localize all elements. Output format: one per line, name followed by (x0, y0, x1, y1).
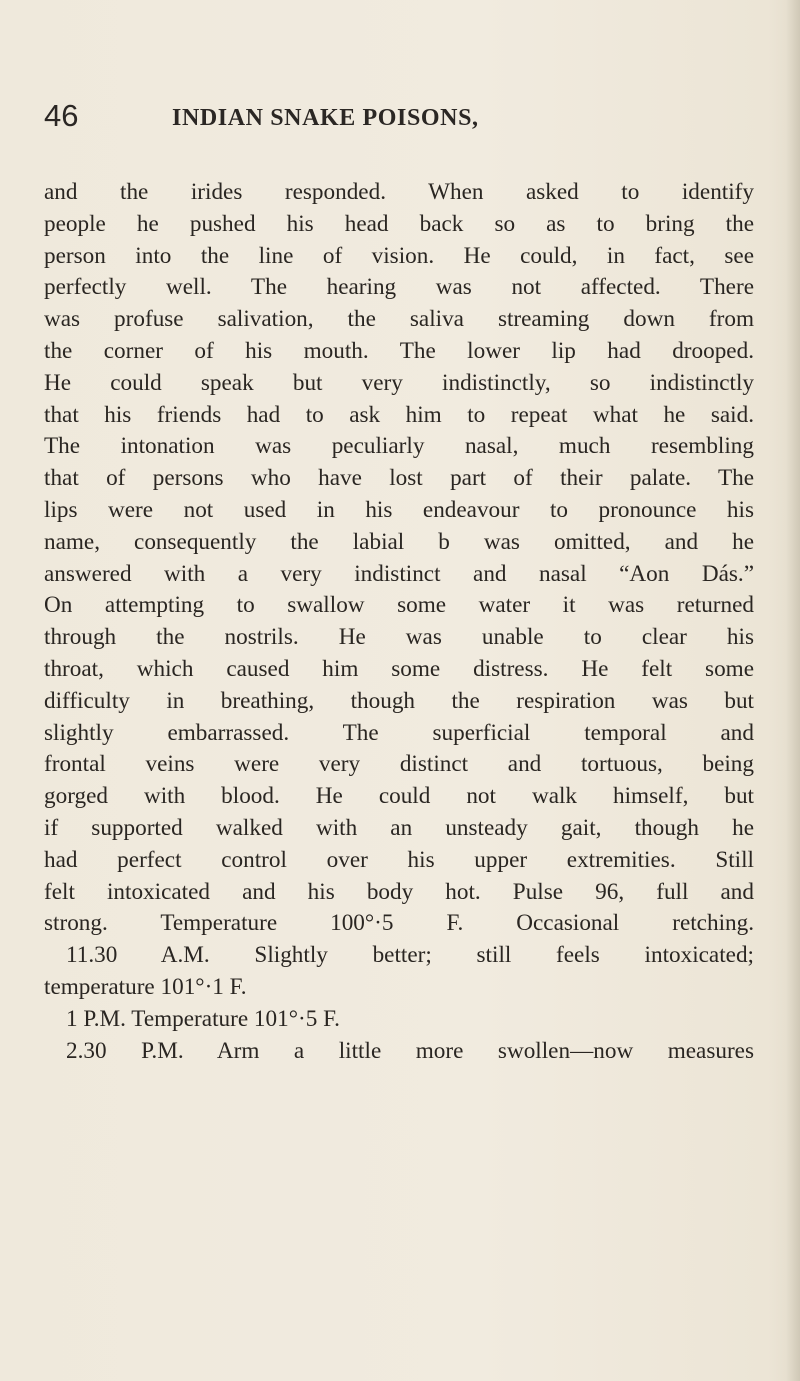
text-line: On attempting to swallow some water it was returned (44, 592, 754, 619)
text-line: slightly embarrassed. The superficial temporal and (44, 719, 754, 746)
text-line: perfectly well. The hearing was not affected. There (44, 274, 754, 301)
text-line: The intonation was peculiarly nasal, much resembling (44, 433, 754, 460)
text-line: temperature 101°·1 F. (44, 973, 247, 1000)
text-line: had perfect control over his upper extremities. Still (44, 846, 754, 873)
page-number: 46 (44, 98, 79, 133)
page-edge-shadow (786, 0, 800, 1381)
text-line: person into the line of vision. He could, in fact, see (44, 242, 754, 269)
text-line: name, consequently the labial b was omitted, and he (44, 528, 754, 555)
text-line: 1 P.M. Temperature 101°·5 F. (66, 1005, 340, 1032)
text-line: people he pushed his head back so as to bring the (44, 210, 754, 237)
text-line: that his friends had to ask him to repeat what he said. (44, 401, 754, 428)
text-line: and the irides responded. When asked to identify (44, 179, 754, 205)
text-line: throat, which caused him some distress. He felt some (44, 655, 754, 682)
text-line: 2.30 P.M. Arm a little more swollen—now measures (66, 1037, 754, 1064)
text-line: felt intoxicated and his body hot. Pulse 96, full and (44, 878, 754, 905)
text-line: strong. Temperature 100°·5 F. Occasional retching. (44, 910, 754, 937)
text-line: through the nostrils. He was unable to clear his (44, 624, 754, 651)
body-text (44, 177, 754, 1067)
text-line: if supported walked with an unsteady gait, though he (44, 814, 754, 841)
text-line: frontal veins were very distinct and tortuous, being (44, 751, 754, 778)
running-head: INDIAN SNAKE POISONS, (172, 105, 479, 131)
text-line: answered with a very indistinct and nasal “Aon Dás.” (44, 560, 754, 587)
page-header (44, 96, 744, 136)
text-line: that of persons who have lost part of their palate. The (44, 465, 754, 492)
text-line: gorged with blood. He could not walk himself, but (44, 783, 754, 810)
text-line: He could speak but very indistinctly, so indistinctly (44, 369, 754, 396)
text-line: the corner of his mouth. The lower lip had drooped. (44, 337, 754, 364)
text-line: lips were not used in his endeavour to pronounce his (44, 496, 754, 523)
text-line: difficulty in breathing, though the respiration was but (44, 687, 754, 714)
text-line: 11.30 A.M. Slightly better; still feels intoxicated; (66, 942, 754, 969)
text-line: was profuse salivation, the saliva streaming down from (44, 306, 754, 333)
